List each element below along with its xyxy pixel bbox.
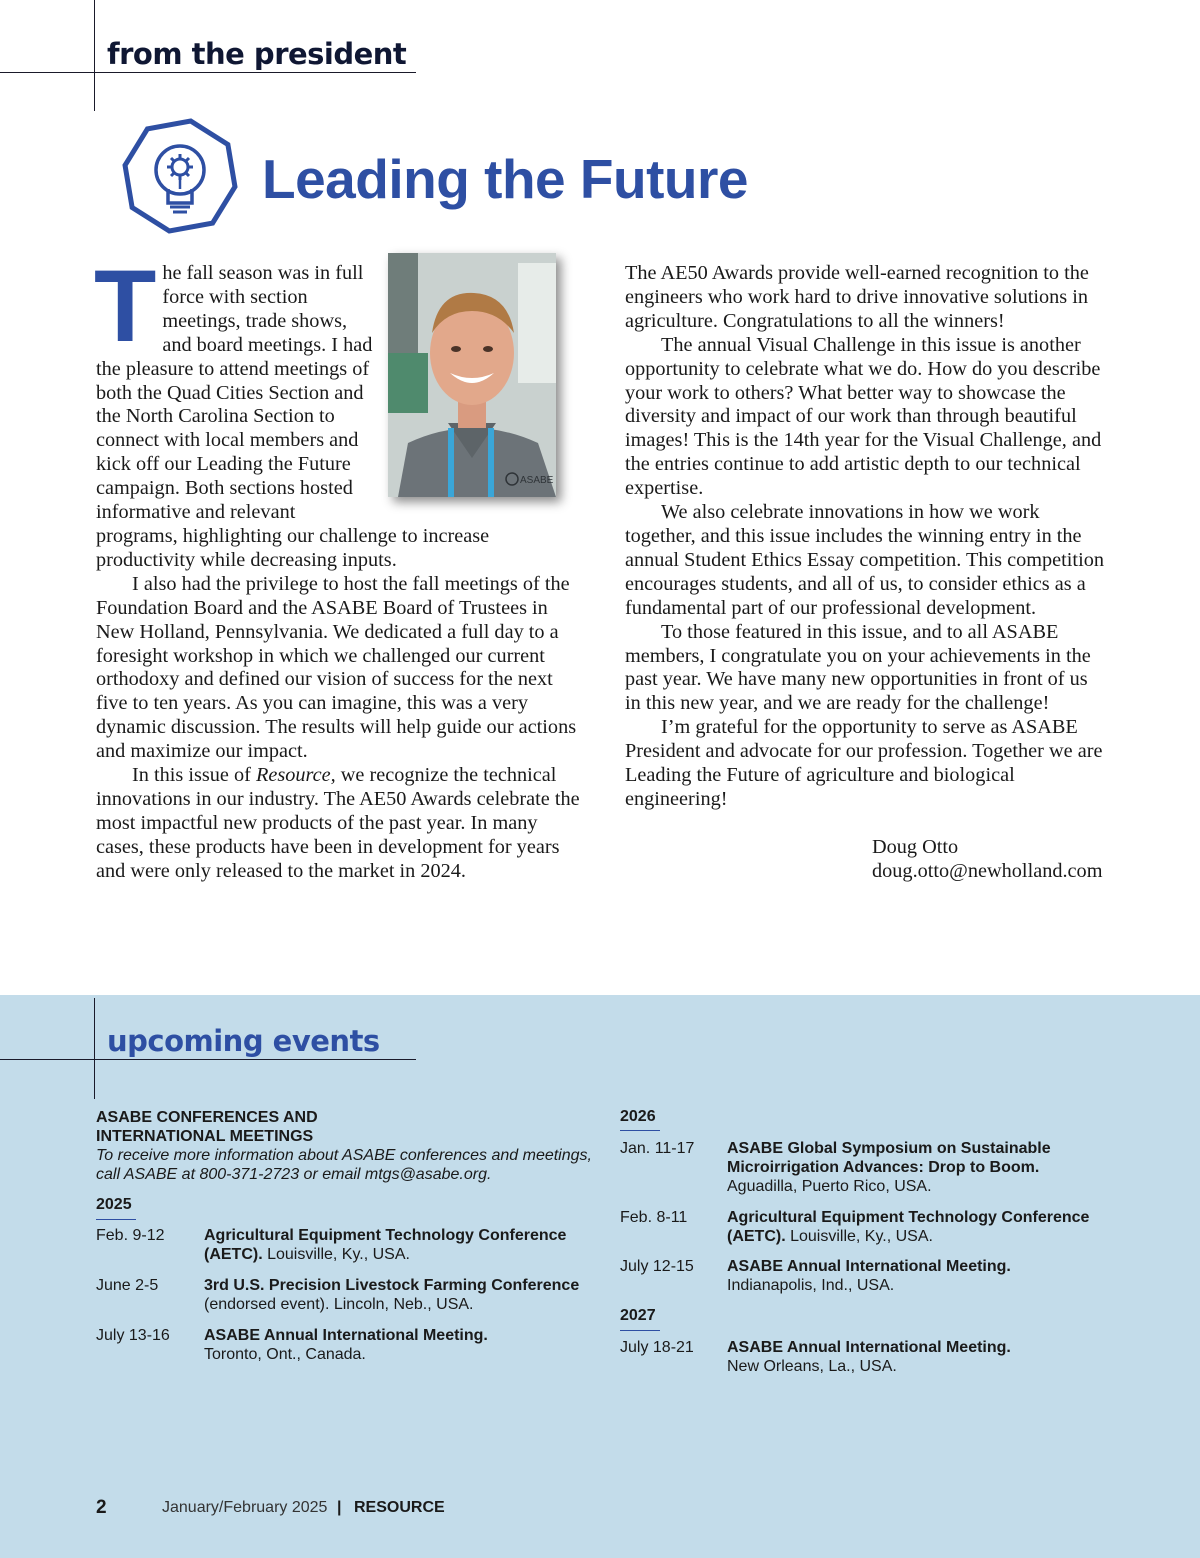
event-description	[727, 1139, 1102, 1196]
signature-block	[872, 836, 1102, 884]
paragraph-text: In this issue of	[132, 764, 256, 787]
events-heading-line: INTERNATIONAL MEETINGS	[96, 1128, 314, 1145]
event-name: ASABE Annual International Meeting.	[204, 1327, 488, 1344]
year-underline	[620, 1130, 660, 1131]
events-intro	[96, 1108, 596, 1184]
dropcap-letter: T	[94, 249, 157, 363]
section-label-from-the-president: from the president	[107, 37, 407, 71]
event-name: 3rd U.S. Precision Livestock Farming Conference	[204, 1277, 580, 1294]
page-number: 2	[96, 1497, 107, 1518]
events-note-line: call ASABE at 800-371-2723 or email mtgs@asabe.org.	[96, 1166, 492, 1183]
section-label-upcoming-events: upcoming events	[107, 1024, 380, 1058]
event-description	[204, 1276, 594, 1314]
year-underline	[96, 1219, 136, 1220]
author-photo	[388, 253, 556, 497]
event-name: Agricultural Equipment Technology Conference (AETC).	[204, 1227, 567, 1263]
article-paragraph	[96, 764, 582, 884]
paragraph-text: he fall season was in full force with section meetings, trade shows, and board meetings. I had the pleasure to attend meetings of both the Quad Cities Section and the North Carolina Section to connect with local members and kick off our Leading the Future campaign. Both sections hosted informative and relevant programs, highlighting our challenge to increase productivity while decreasing inputs.	[96, 262, 490, 571]
issue-date: January/February 2025	[162, 1499, 328, 1516]
year-heading: 2027	[620, 1307, 656, 1324]
signature-name: Doug Otto	[872, 836, 959, 858]
author-photo-frame	[388, 253, 578, 505]
paragraph-text: we recognize the technical innovations in our industry. The AE50 Awards celebrate the most impactful new products of the past year. In many cases, these products have been in development for years and were only released to the market in 2024.	[96, 764, 580, 882]
article-column-1	[94, 249, 582, 884]
event-location: Toronto, Ont., Canada.	[204, 1346, 366, 1363]
event-description	[727, 1257, 1037, 1295]
article-paragraph: We also celebrate innovations in how we work together, and this issue includes the winning entry in the annual Student Ethics Essay competition. This competition encourages students, and all of us, to consider ethics as a fundamental part of our professional development.	[625, 501, 1104, 619]
event-location: Indianapolis, Ind., USA.	[727, 1277, 895, 1294]
event-date: Jan. 11-17	[620, 1140, 695, 1157]
event-location: Aguadilla, Puerto Rico, USA.	[727, 1178, 932, 1195]
event-name: ASABE Global Symposium on Sustainable Microirrigation Advances: Drop to Boom.	[727, 1140, 1051, 1176]
event-date: July 13-16	[96, 1327, 170, 1344]
event-location: Louisville, Ky., USA.	[785, 1228, 933, 1245]
event-name: ASABE Annual International Meeting.	[727, 1258, 1011, 1275]
footer-separator: |	[337, 1499, 342, 1516]
event-description	[204, 1226, 594, 1264]
magazine-name-italic: Resource,	[255, 764, 336, 787]
article-paragraph: I’m grateful for the opportunity to serve as ASABE President and advocate for our profession. Together we are Leading the Future of agriculture and biological engineering!	[625, 716, 1103, 810]
event-description	[204, 1326, 514, 1364]
event-date: June 2-5	[96, 1277, 159, 1294]
signature-email[interactable]: doug.otto@newholland.com	[872, 859, 1103, 882]
event-name: Agricultural Equipment Technology Conference (AETC).	[727, 1209, 1090, 1245]
magazine-name: RESOURCE	[354, 1499, 445, 1516]
year-underline	[620, 1330, 660, 1331]
lightbulb-gear-icon	[121, 117, 239, 235]
article-title: Leading the Future	[262, 148, 748, 210]
year-heading: 2025	[96, 1196, 132, 1213]
photo-badge-text: ASABE	[520, 475, 554, 486]
article-paragraph: The annual Visual Challenge in this issue is another opportunity to celebrate what we do. How do you describe your work to others? What better way to showcase the diversity and impact of our work than through beautiful images! This is the 14th year for the Visual Challenge, and the entries continue to add artistic depth to our technical expertise.	[625, 333, 1102, 500]
events-vertical-rule	[94, 998, 95, 1099]
header-horizontal-rule	[0, 72, 416, 73]
event-name: ASABE Annual International Meeting.	[727, 1339, 1011, 1356]
event-description	[727, 1338, 1037, 1376]
events-note-line: To receive more information about ASABE conferences and meetings,	[96, 1147, 592, 1164]
event-description	[727, 1208, 1112, 1246]
event-location: New Orleans, La., USA.	[727, 1358, 897, 1375]
events-heading-line: ASABE CONFERENCES AND	[96, 1109, 318, 1126]
article-paragraph: To those featured in this issue, and to all ASABE members, I congratulate you on your achievements in the past year. We have many new opportunities in front of us in this new year, and we are ready for the challenge!	[625, 620, 1091, 715]
event-location: (endorsed event). Lincoln, Neb., USA.	[204, 1296, 474, 1313]
event-date: Feb. 8-11	[620, 1209, 688, 1226]
event-location: Louisville, Ky., USA.	[262, 1246, 410, 1263]
year-heading: 2026	[620, 1108, 656, 1125]
article-paragraph: I also had the privilege to host the fall meetings of the Foundation Board and the ASABE Board of Trustees in New Holland, Pennsylvania. We dedicated a full day to a foresight workshop in which we challenged our current orthodoxy and defined our vision of success for the next five to ten years. As you can imagine, this was a very dynamic discussion. The results will help guide our actions and maximize our impact.	[96, 572, 577, 763]
article-paragraph: The AE50 Awards provide well-earned recognition to the engineers who work hard to drive innovative solutions in agriculture. Congratulations to all the winners!	[625, 262, 1089, 332]
header-vertical-rule	[94, 0, 95, 111]
event-date: Feb. 9-12	[96, 1227, 165, 1244]
article-column-2	[625, 262, 1107, 812]
event-date: July 18-21	[620, 1339, 694, 1356]
event-date: July 12-15	[620, 1258, 694, 1275]
events-horizontal-rule	[0, 1059, 416, 1060]
